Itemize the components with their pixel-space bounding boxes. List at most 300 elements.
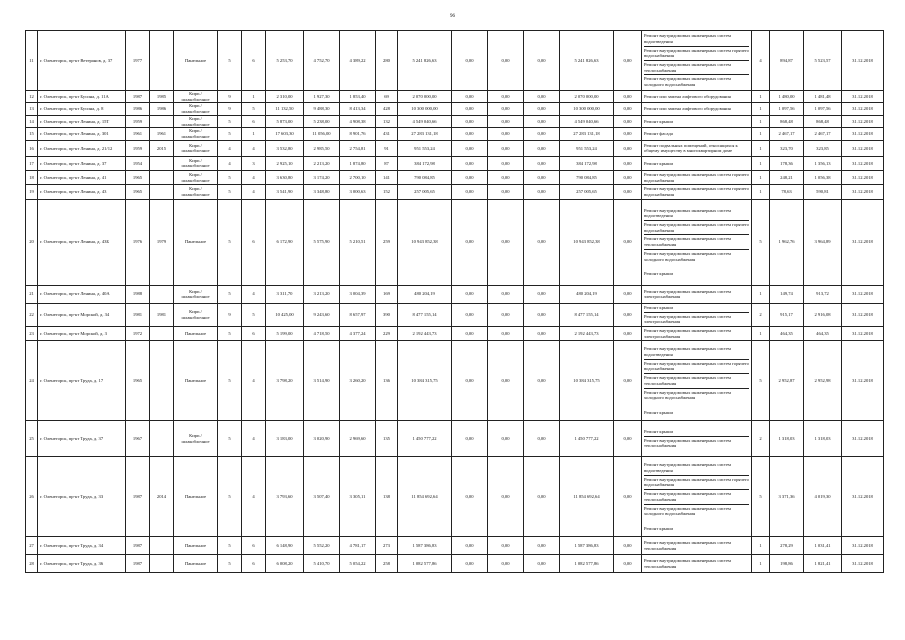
address-cell: г. Оленегорск, пр-кт Ленина, д. 40А	[38, 285, 126, 303]
other-funds-cell: 0,00	[614, 115, 642, 127]
work-item: Ремонт подвальных помещений, относящихся к общему имуществу в многоквартирном доме	[644, 142, 738, 154]
premises-area-cell: 3 174,20	[304, 170, 340, 184]
work-types-cell	[642, 285, 752, 303]
residential-area-cell: 2 700,10	[340, 170, 376, 184]
residential-area-cell: 1 853,40	[340, 91, 376, 103]
other-funds-cell: 0,00	[614, 341, 642, 421]
unit-cost-cell: 1 097,56	[770, 103, 804, 115]
table-row	[26, 115, 884, 127]
municipal-funds-cell: 0,00	[524, 327, 560, 341]
address-cell: г. Оленегорск, пр-кт Бусина, д. 11А	[38, 91, 126, 103]
owner-funds-cell: 480 204,19	[560, 285, 614, 303]
wall-material-cell: Кирп./ шлакоблочное	[174, 285, 218, 303]
unit-cost-cell: 323,70	[770, 140, 804, 156]
completion-date-cell: 31.12.2018	[842, 115, 884, 127]
wall-material-cell: Кирп./ шлакоблочное	[174, 303, 218, 326]
completion-date-cell: 31.12.2018	[842, 341, 884, 421]
work-item: Ремонт или замена лифтового оборудования	[644, 93, 731, 99]
renovation-year-cell	[150, 156, 174, 170]
unit-cost-cell: 2 952,87	[770, 341, 804, 421]
work-count-cell: 1	[752, 327, 770, 341]
table-row	[26, 555, 884, 573]
completion-date-cell: 31.12.2018	[842, 537, 884, 555]
residential-area-cell: 4 389,22	[340, 31, 376, 91]
commission-year-cell: 1967	[126, 421, 150, 457]
residential-area-cell: 4 908,38	[340, 115, 376, 127]
completion-date-cell: 31.12.2018	[842, 457, 884, 537]
owner-funds-cell: 27 283 131,18	[560, 128, 614, 140]
entrances-count-cell: 6	[242, 537, 266, 555]
other-funds-cell: 0,00	[614, 285, 642, 303]
residents-count-cell: 152	[376, 185, 398, 199]
residents-count-cell: 390	[376, 303, 398, 326]
other-funds-cell: 0,00	[614, 457, 642, 537]
wall-material-cell: Панельное	[174, 457, 218, 537]
entrances-count-cell: 6	[242, 31, 266, 91]
floors-count-cell: 5	[218, 199, 242, 285]
residential-area-cell: 5 210,51	[340, 199, 376, 285]
work-item: Ремонт внутридомовых инженерных систем горячего водоснабжения	[644, 47, 749, 59]
residential-area-cell: 8 901,76	[340, 128, 376, 140]
residential-area-cell: 3 260,20	[340, 341, 376, 421]
work-types-cell	[642, 115, 752, 127]
limit-unit-cost-cell: 868,48	[804, 115, 842, 127]
total-cost-cell: 951 553,24	[398, 140, 452, 156]
address-cell: г. Оленегорск, пр-кт Морской, д. 3	[38, 327, 126, 341]
total-area-cell: 17 603,30	[266, 128, 304, 140]
residents-count-cell: 259	[376, 199, 398, 285]
entrances-count-cell: 1	[242, 91, 266, 103]
table-row	[26, 341, 884, 421]
floors-count-cell: 5	[218, 327, 242, 341]
completion-date-cell: 31.12.2018	[842, 170, 884, 184]
limit-unit-cost-cell: 5 523,57	[804, 31, 842, 91]
work-types-cell	[642, 128, 752, 140]
work-types-cell	[642, 537, 752, 555]
work-item: Ремонт внутридомовых инженерных систем горячего водоснабжения	[644, 221, 749, 233]
work-types-cell	[642, 103, 752, 115]
address-cell: г. Оленегорск, пр-кт Морской, д. 34	[38, 303, 126, 326]
table-row	[26, 285, 884, 303]
completion-date-cell: 31.12.2018	[842, 285, 884, 303]
residents-count-cell: 132	[376, 115, 398, 127]
work-count-cell: 1	[752, 170, 770, 184]
residential-area-cell: 8 657,97	[340, 303, 376, 326]
unit-cost-cell: 1 962,76	[770, 199, 804, 285]
commission-year-cell: 1976	[126, 199, 150, 285]
completion-date-cell: 31.12.2018	[842, 156, 884, 170]
work-item: Ремонт крыши	[644, 160, 673, 166]
wall-material-cell: Кирп./ шлакоблочное	[174, 156, 218, 170]
limit-unit-cost-cell: 2 952,98	[804, 341, 842, 421]
total-area-cell: 5 253,70	[266, 31, 304, 91]
residential-area-cell: 1 874,80	[340, 156, 376, 170]
work-item: Ремонт внутридомовых инженерных систем электроснабжения	[644, 288, 731, 300]
total-area-cell: 3 532,80	[266, 140, 304, 156]
completion-date-cell: 31.12.2018	[842, 140, 884, 156]
renovation-year-cell	[150, 285, 174, 303]
regional-funds-cell: 0,00	[488, 555, 524, 573]
address-cell: г. Оленегорск, пр-кт Ленина, д. 43Б	[38, 199, 126, 285]
total-area-cell: 6 008,20	[266, 555, 304, 573]
renovation-year-cell	[150, 31, 174, 91]
address-cell: г. Оленегорск, пр-кт Ленина, д. 301	[38, 128, 126, 140]
floors-count-cell: 9	[218, 91, 242, 103]
work-item: Ремонт внутридомовых инженерных систем теплоснабжения	[644, 540, 731, 551]
limit-unit-cost-cell: 1 056,38	[804, 170, 842, 184]
work-count-cell: 4	[752, 31, 770, 91]
owner-funds-cell: 257 005,65	[560, 185, 614, 199]
total-cost-cell: 1 082 577,86	[398, 555, 452, 573]
work-types-cell	[642, 303, 752, 326]
floors-count-cell: 9	[218, 103, 242, 115]
residential-area-cell: 4 781,17	[340, 537, 376, 555]
work-item: Ремонт внутридомовых инженерных систем водоотведения	[644, 207, 731, 219]
renovation-year-cell: 1986	[150, 103, 174, 115]
premises-area-cell: 4 752,70	[304, 31, 340, 91]
commission-year-cell: 1961	[126, 128, 150, 140]
work-count-cell: 1	[752, 91, 770, 103]
completion-date-cell: 31.12.2018	[842, 199, 884, 285]
premises-area-cell: 5 552,20	[304, 537, 340, 555]
renovation-year-cell	[150, 170, 174, 184]
premises-area-cell: 5 410,70	[304, 555, 340, 573]
other-funds-cell: 0,00	[614, 140, 642, 156]
commission-year-cell: 1954	[126, 156, 150, 170]
floors-count-cell: 5	[218, 341, 242, 421]
entrances-count-cell: 5	[242, 103, 266, 115]
regional-funds-cell: 0,00	[488, 537, 524, 555]
floors-count-cell: 9	[218, 303, 242, 326]
municipal-funds-cell: 0,00	[524, 103, 560, 115]
row-number-cell: 16	[26, 140, 38, 156]
municipal-funds-cell: 0,00	[524, 140, 560, 156]
work-count-cell: 1	[752, 103, 770, 115]
municipal-funds-cell: 0,00	[524, 31, 560, 91]
federal-funds-cell: 0,00	[452, 341, 488, 421]
unit-cost-cell: 248,21	[770, 170, 804, 184]
residents-count-cell: 91	[376, 140, 398, 156]
residents-count-cell: 138	[376, 457, 398, 537]
wall-material-cell: Панельное	[174, 341, 218, 421]
residential-area-cell: 5 054,22	[340, 555, 376, 573]
premises-area-cell: 2 213,20	[304, 156, 340, 170]
commission-year-cell: 1959	[126, 140, 150, 156]
municipal-funds-cell: 0,00	[524, 185, 560, 199]
work-count-cell: 2	[752, 303, 770, 326]
limit-unit-cost-cell: 323,85	[804, 140, 842, 156]
work-item: Ремонт крыши	[644, 428, 673, 434]
federal-funds-cell: 0,00	[452, 31, 488, 91]
work-item: Ремонт крыши	[644, 118, 673, 124]
completion-date-cell: 31.12.2018	[842, 327, 884, 341]
limit-unit-cost-cell: 2 916,08	[804, 303, 842, 326]
work-item: Ремонт внутридомовых инженерных систем электроснабжения	[644, 328, 731, 339]
premises-area-cell: 5 238,00	[304, 115, 340, 127]
row-number-cell: 22	[26, 303, 38, 326]
owner-funds-cell: 11 854 692,64	[560, 457, 614, 537]
regional-funds-cell: 0,00	[488, 285, 524, 303]
other-funds-cell: 0,00	[614, 103, 642, 115]
work-count-cell: 1	[752, 115, 770, 127]
other-funds-cell: 0,00	[614, 555, 642, 573]
row-number-cell: 27	[26, 537, 38, 555]
table-body	[26, 31, 884, 573]
municipal-funds-cell: 0,00	[524, 555, 560, 573]
renovation-year-cell	[150, 327, 174, 341]
owner-funds-cell: 384 172,98	[560, 156, 614, 170]
row-number-cell: 25	[26, 421, 38, 457]
wall-material-cell: Кирп./ шлакоблочное	[174, 115, 218, 127]
residents-count-cell: 141	[376, 170, 398, 184]
table-row	[26, 199, 884, 285]
entrances-count-cell: 4	[242, 140, 266, 156]
row-number-cell: 26	[26, 457, 38, 537]
entrances-count-cell: 6	[242, 199, 266, 285]
other-funds-cell: 0,00	[614, 327, 642, 341]
commission-year-cell: 1972	[126, 327, 150, 341]
limit-unit-cost-cell: 1 356,13	[804, 156, 842, 170]
total-cost-cell: 5 241 826,63	[398, 31, 452, 91]
work-types-cell	[642, 156, 752, 170]
owner-funds-cell: 2 070 000,00	[560, 91, 614, 103]
total-cost-cell: 4 549 040,66	[398, 115, 452, 127]
owner-funds-cell: 10 300 000,00	[560, 103, 614, 115]
floors-count-cell: 5	[218, 170, 242, 184]
completion-date-cell: 31.12.2018	[842, 555, 884, 573]
entrances-count-cell: 1	[242, 128, 266, 140]
residents-count-cell: 273	[376, 537, 398, 555]
entrances-count-cell: 4	[242, 285, 266, 303]
work-item: Ремонт внутридомовых инженерных систем электроснабжения	[644, 312, 749, 326]
address-cell: г. Оленегорск, пр-кт Ветеранов, д. 37	[38, 31, 126, 91]
regional-funds-cell: 0,00	[488, 341, 524, 421]
row-number-cell: 15	[26, 128, 38, 140]
address-cell: г. Оленегорск, пр-кт Труда, д. 33	[38, 457, 126, 537]
owner-funds-cell: 10 943 852,38	[560, 199, 614, 285]
municipal-funds-cell: 0,00	[524, 156, 560, 170]
row-number-cell: 12	[26, 91, 38, 103]
work-item: Ремонт внутридомовых инженерных систем теплоснабжения	[644, 373, 749, 387]
residential-area-cell: 4 377,24	[340, 327, 376, 341]
regional-funds-cell: 0,00	[488, 140, 524, 156]
federal-funds-cell: 0,00	[452, 128, 488, 140]
federal-funds-cell: 0,00	[452, 140, 488, 156]
limit-unit-cost-cell: 2 467,17	[804, 128, 842, 140]
premises-area-cell: 5 575,90	[304, 199, 340, 285]
completion-date-cell: 31.12.2018	[842, 421, 884, 457]
unit-cost-cell: 1 318,03	[770, 421, 804, 457]
work-types-cell	[642, 199, 752, 285]
residents-count-cell: 229	[376, 327, 398, 341]
row-number-cell: 28	[26, 555, 38, 573]
wall-material-cell: Кирп./ шлакоблочное	[174, 185, 218, 199]
work-count-cell: 5	[752, 341, 770, 421]
other-funds-cell: 0,00	[614, 303, 642, 326]
total-area-cell: 3 793,60	[266, 457, 304, 537]
work-types-cell	[642, 555, 752, 573]
residents-count-cell: 135	[376, 421, 398, 457]
floors-count-cell: 5	[218, 115, 242, 127]
address-cell: г. Оленегорск, пр-кт Труда, д. 37	[38, 421, 126, 457]
row-number-cell: 21	[26, 285, 38, 303]
federal-funds-cell: 0,00	[452, 170, 488, 184]
commission-year-cell: 1981	[126, 303, 150, 326]
work-item: Ремонт внутридомовых инженерных систем теплоснабжения	[644, 558, 731, 569]
owner-funds-cell: 4 549 040,66	[560, 115, 614, 127]
limit-unit-cost-cell: 4 019,30	[804, 457, 842, 537]
unit-cost-cell: 894,87	[770, 31, 804, 91]
row-number-cell: 23	[26, 327, 38, 341]
federal-funds-cell: 0,00	[452, 327, 488, 341]
premises-area-cell: 3 020,90	[304, 421, 340, 457]
residents-count-cell: 258	[376, 555, 398, 573]
wall-material-cell: Кирп./ шлакоблочное	[174, 91, 218, 103]
entrances-count-cell: 4	[242, 457, 266, 537]
wall-material-cell: Кирп./ шлакоблочное	[174, 421, 218, 457]
federal-funds-cell: 0,00	[452, 115, 488, 127]
other-funds-cell: 0,00	[614, 170, 642, 184]
renovation-year-cell: 1981	[150, 303, 174, 326]
total-cost-cell: 480 204,19	[398, 285, 452, 303]
owner-funds-cell: 10 384 315,75	[560, 341, 614, 421]
entrances-count-cell: 6	[242, 327, 266, 341]
work-count-cell: 1	[752, 537, 770, 555]
unit-cost-cell: 149,74	[770, 285, 804, 303]
address-cell: г. Оленегорск, пр-кт Ленина, д. 37	[38, 156, 126, 170]
total-area-cell: 2 925,10	[266, 156, 304, 170]
work-item: Ремонт внутридомовых инженерных систем теплоснабжения	[644, 489, 749, 503]
completion-date-cell: 31.12.2018	[842, 303, 884, 326]
commission-year-cell: 1986	[126, 103, 150, 115]
other-funds-cell: 0,00	[614, 128, 642, 140]
entrances-count-cell: 4	[242, 170, 266, 184]
renovation-year-cell	[150, 537, 174, 555]
renovation-year-cell	[150, 555, 174, 573]
owner-funds-cell: 8 477 155,14	[560, 303, 614, 326]
municipal-funds-cell: 0,00	[524, 285, 560, 303]
total-area-cell: 10 425,00	[266, 303, 304, 326]
other-funds-cell: 0,00	[614, 91, 642, 103]
table-row	[26, 140, 884, 156]
wall-material-cell: Кирп./ шлакоблочное	[174, 140, 218, 156]
work-types-cell	[642, 185, 752, 199]
total-area-cell: 11 132,50	[266, 103, 304, 115]
limit-unit-cost-cell: 1 481,48	[804, 91, 842, 103]
commission-year-cell: 1988	[126, 285, 150, 303]
federal-funds-cell: 0,00	[452, 199, 488, 285]
federal-funds-cell: 0,00	[452, 103, 488, 115]
total-area-cell: 3 630,80	[266, 170, 304, 184]
commission-year-cell: 1965	[126, 170, 150, 184]
total-area-cell: 5 199,00	[266, 327, 304, 341]
table-row	[26, 537, 884, 555]
work-count-cell: 1	[752, 185, 770, 199]
table-row	[26, 327, 884, 341]
table-row	[26, 457, 884, 537]
unit-cost-cell: 868,48	[770, 115, 804, 127]
residential-area-cell: 2 969,60	[340, 421, 376, 457]
work-count-cell: 1	[752, 555, 770, 573]
residents-count-cell: 431	[376, 128, 398, 140]
total-cost-cell: 11 854 692,64	[398, 457, 452, 537]
work-types-cell	[642, 341, 752, 421]
total-cost-cell: 790 084,85	[398, 170, 452, 184]
work-types-cell	[642, 91, 752, 103]
wall-material-cell: Панельное	[174, 327, 218, 341]
unit-cost-cell: 1 480,00	[770, 91, 804, 103]
wall-material-cell: Панельное	[174, 31, 218, 91]
wall-material-cell: Кирп./ шлакоблочное	[174, 128, 218, 140]
work-item: Ремонт внутридомовых инженерных систем теплоснабжения	[644, 234, 749, 248]
municipal-funds-cell: 0,00	[524, 341, 560, 421]
work-item: Ремонт внутридомовых инженерных систем холодного водоснабжения	[644, 388, 749, 402]
regional-funds-cell: 0,00	[488, 156, 524, 170]
limit-unit-cost-cell: 590,81	[804, 185, 842, 199]
premises-area-cell: 3 507,40	[304, 457, 340, 537]
work-count-cell: 1	[752, 285, 770, 303]
entrances-count-cell: 4	[242, 341, 266, 421]
work-types-cell	[642, 327, 752, 341]
residents-count-cell: 428	[376, 103, 398, 115]
work-count-cell: 1	[752, 128, 770, 140]
commission-year-cell: 1987	[126, 91, 150, 103]
row-number-cell: 20	[26, 199, 38, 285]
table-row	[26, 103, 884, 115]
row-number-cell: 18	[26, 170, 38, 184]
other-funds-cell: 0,00	[614, 537, 642, 555]
renovation-year-cell: 2014	[150, 457, 174, 537]
residents-count-cell: 69	[376, 91, 398, 103]
total-area-cell: 5 873,00	[266, 115, 304, 127]
table-row	[26, 31, 884, 91]
wall-material-cell: Панельное	[174, 199, 218, 285]
limit-unit-cost-cell: 1 097,56	[804, 103, 842, 115]
federal-funds-cell: 0,00	[452, 421, 488, 457]
municipal-funds-cell: 0,00	[524, 457, 560, 537]
other-funds-cell: 0,00	[614, 421, 642, 457]
table-row	[26, 303, 884, 326]
entrances-count-cell: 4	[242, 421, 266, 457]
work-types-cell	[642, 31, 752, 91]
work-item: Ремонт внутридомовых инженерных систем горячего водоснабжения	[644, 360, 749, 372]
work-item: Ремонт внутридомовых инженерных систем горячего водоснабжения	[644, 186, 749, 198]
total-area-cell: 3 183,00	[266, 421, 304, 457]
work-count-cell: 1	[752, 140, 770, 156]
table-row	[26, 421, 884, 457]
work-item: Ремонт фасада	[644, 131, 673, 137]
premises-area-cell: 9 243,60	[304, 303, 340, 326]
table-row	[26, 170, 884, 184]
commission-year-cell: 1987	[126, 457, 150, 537]
regional-funds-cell: 0,00	[488, 185, 524, 199]
residents-count-cell: 87	[376, 156, 398, 170]
total-cost-cell: 10 943 852,38	[398, 199, 452, 285]
premises-area-cell: 3 213,20	[304, 285, 340, 303]
completion-date-cell: 31.12.2018	[842, 91, 884, 103]
address-cell: г. Оленегорск, пр-кт Ленина, д. 21/12	[38, 140, 126, 156]
total-cost-cell: 2 070 000,00	[398, 91, 452, 103]
owner-funds-cell: 1 450 777,22	[560, 421, 614, 457]
floors-count-cell: 5	[218, 457, 242, 537]
wall-material-cell: Кирп./ шлакоблочное	[174, 170, 218, 184]
address-cell: г. Оленегорск, пр-кт Ленина, д. 41	[38, 170, 126, 184]
owner-funds-cell: 2 192 443,73	[560, 327, 614, 341]
unit-cost-cell: 464,35	[770, 327, 804, 341]
work-item: Ремонт внутридомовых инженерных систем холодного водоснабжения	[644, 74, 749, 88]
floors-count-cell: 5	[218, 421, 242, 457]
entrances-count-cell: 6	[242, 555, 266, 573]
